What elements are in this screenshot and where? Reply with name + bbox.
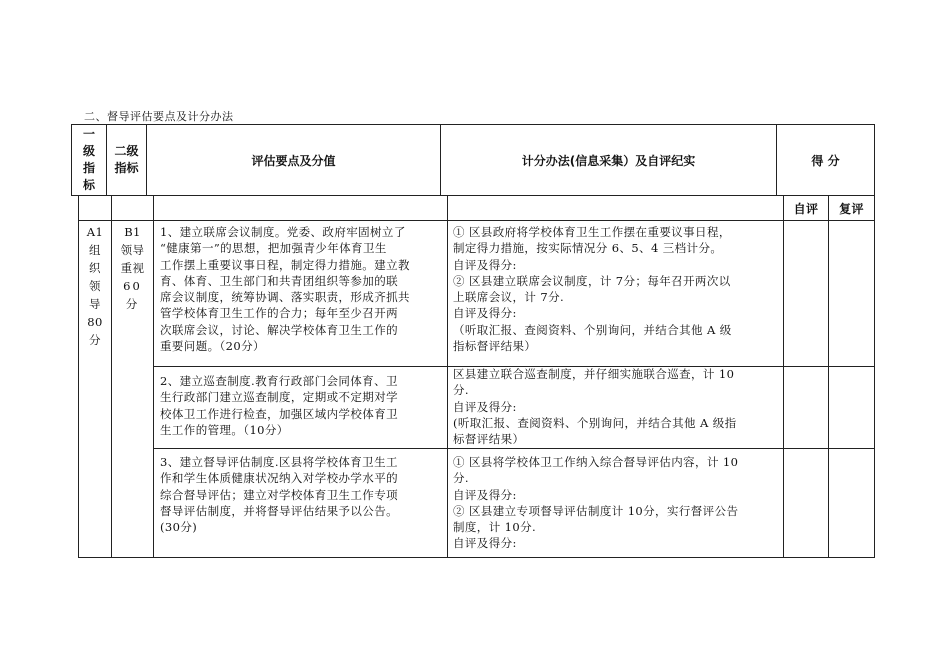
table-body bbox=[78, 196, 875, 558]
scoring-method-2: 区县建立联合巡查制度，并仔细实施联合巡查，计 10 分. 自评及得分: (听取汇报、查阅资料、个别询问，并结合其他 A 级指 标督评结果） bbox=[453, 367, 737, 447]
header-level1: 一 级 指 标 bbox=[72, 125, 107, 195]
table-header bbox=[71, 124, 875, 196]
eval-point-2: 2、建立巡查制度.教育行政部门会同体育、卫 生行政部门建立巡查制度，定期或不定期对学 校体卫工作进行检查，加强区域内学校体育卫 生工作的管理。（10分） bbox=[160, 374, 398, 437]
header-points: 评估要点及分值 bbox=[147, 125, 441, 195]
section-title: 二、督导评估要点及计分办法 bbox=[84, 110, 234, 123]
level1-code: A1 bbox=[86, 225, 104, 239]
scoring-method-3: ① 区县将学校体卫工作纳入综合督导评估内容，计 10 分. 自评及得分: ② 区县建立专项督导评估制度计 10分，实行督评公告 制度，计 10分. 自评及得分: bbox=[453, 455, 739, 551]
level1-score: 80 分 bbox=[87, 315, 103, 347]
header-method: 计分办法(信息采集）及自评纪实 bbox=[441, 125, 777, 195]
eval-point-3: 3、建立督导评估制度.区县将学校体育卫生工 作和学生体质健康状况纳入对学校办学水平的 综合督导评估；建立对学校体育卫生工作专项 督导评估制度，并将督导评估结果予以公告。 (30分) bbox=[160, 455, 398, 535]
level2-score: 60 分 bbox=[123, 279, 142, 311]
eval-point-1: 1、建立联席会议制度。党委、政府牢固树立了 “健康第一”的思想，把加强青少年体育卫生 工作摆上重要议事日程，制定得力措施。建立教 育、体育、卫生部门和共青团组织等参加的联 席会议制度，统筹协调、落实职责，形成齐抓共 管学校体育卫生工作的合力；每年至少召开两 次联席会议，讨论、解决学校体育卫生工作的 重要问题。（20分） bbox=[160, 225, 410, 354]
header-level2: 二级 指标 bbox=[107, 125, 147, 195]
subheader-review: 复评 bbox=[839, 202, 864, 216]
subheader-self-eval: 自评 bbox=[793, 202, 819, 216]
header-score: 得 分 bbox=[811, 153, 840, 168]
level2-name: 领导 重视 bbox=[120, 243, 145, 275]
level2-code: B1 bbox=[124, 225, 141, 239]
scoring-method-1: ① 区县政府将学校体育卫生工作摆在重要议事日程， 制定得力措施，按实际情况分 6、5、4 三档计分。 自评及得分: ② 区县建立联席会议制度，计 7分；每年召开两次以 上联席会议，计 7分. 自评及得分: （听取汇报、查阅资料、个别询问，并结合其他 A 级 指标督评结果） bbox=[453, 225, 732, 354]
level1-name: 组 织 领 导 bbox=[89, 243, 101, 311]
